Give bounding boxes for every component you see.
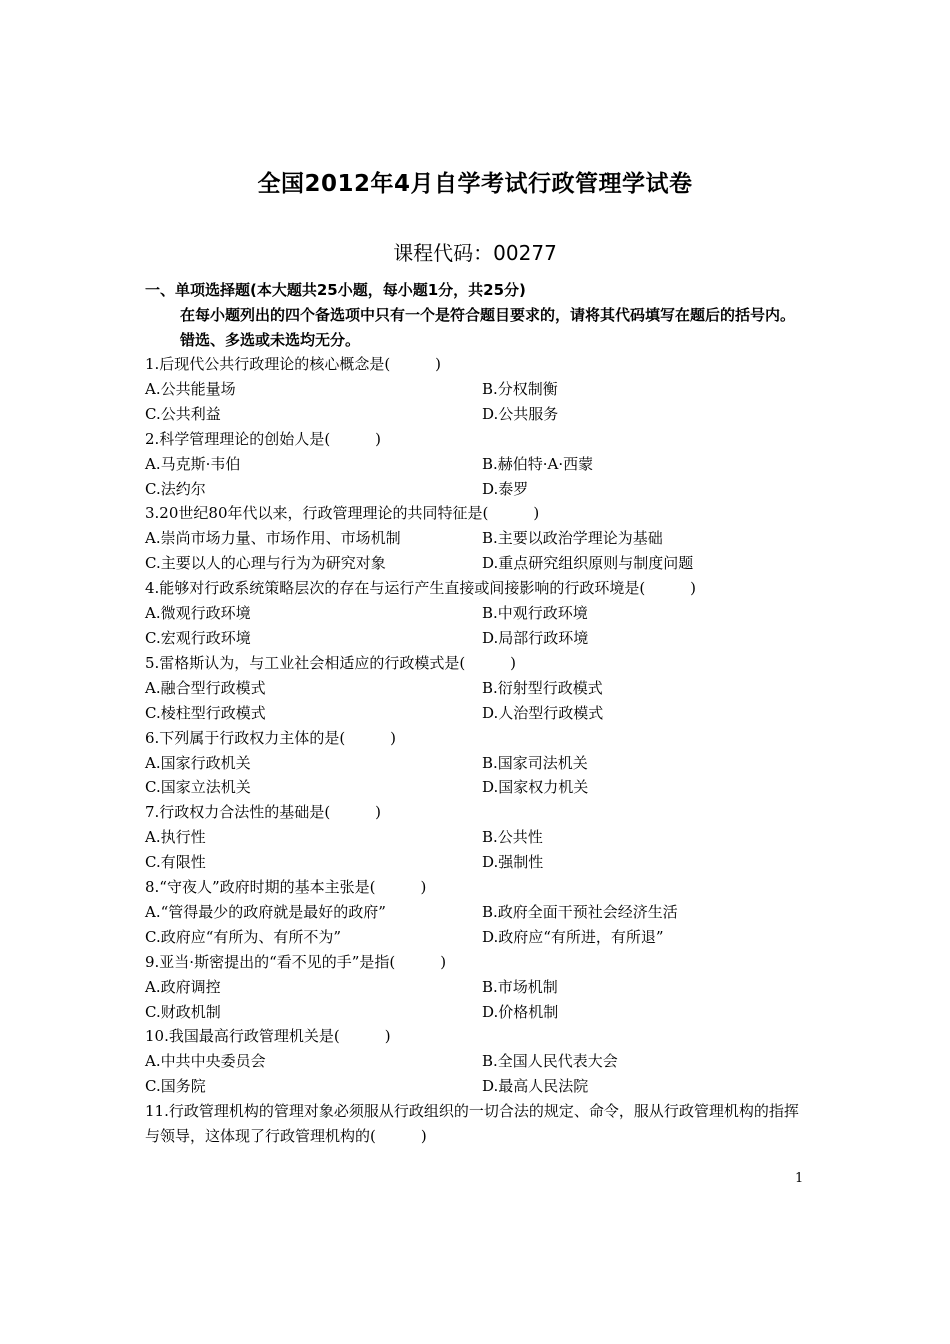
option-d: D.政府应“有所进，有所退”	[482, 927, 664, 946]
option-row	[145, 925, 805, 950]
option-row	[145, 900, 805, 925]
question-stem: 9.亚当·斯密提出的“看不见的手”是指( )	[145, 952, 447, 971]
option-d: D.泰罗	[482, 479, 529, 498]
option-row	[145, 751, 805, 776]
option-a: A.“管得最少的政府就是最好的政府”	[145, 902, 386, 921]
option-row	[145, 601, 805, 626]
option-b: B.分权制衡	[482, 379, 558, 398]
option-d: D.公共服务	[482, 404, 559, 423]
option-c: C.公共利益	[145, 404, 221, 423]
option-d: D.人治型行政模式	[482, 703, 604, 722]
section-heading: 一、单项选择题(本大题共25小题，每小题1分，共25分)	[145, 281, 526, 299]
page-title: 全国2012年4月自学考试行政管理学试卷	[257, 171, 693, 197]
option-row	[145, 551, 805, 576]
option-b: B.全国人民代表大会	[482, 1052, 618, 1071]
question-stem: 2.科学管理理论的创始人是( )	[145, 429, 382, 448]
option-b: B.赫伯特·A·西蒙	[482, 454, 594, 473]
question-stem: 11.行政管理机构的管理对象必须服从行政组织的一切合法的规定、命令，服从行政管理机构的指挥与领导，这体现了行政管理机构的( )	[145, 1102, 799, 1146]
option-b: B.公共性	[482, 828, 543, 847]
option-a: A.中共中央委员会	[145, 1052, 266, 1071]
option-a: A.公共能量场	[145, 379, 236, 398]
option-a: A.崇尚市场力量、市场作用、市场机制	[145, 529, 401, 548]
option-row	[145, 676, 805, 701]
option-b: B.主要以政治学理论为基础	[482, 529, 663, 548]
option-c: C.法约尔	[145, 479, 206, 498]
option-row	[145, 775, 805, 800]
option-row	[145, 626, 805, 651]
option-row	[145, 850, 805, 875]
option-b: B.中观行政环境	[482, 604, 588, 623]
option-c: C.棱柱型行政模式	[145, 703, 266, 722]
option-d: D.最高人民法院	[482, 1077, 589, 1096]
option-row	[145, 526, 805, 551]
page-number: 1	[795, 1171, 804, 1186]
option-c: C.国务院	[145, 1077, 206, 1096]
option-c: C.有限性	[145, 853, 206, 872]
option-a: A.融合型行政模式	[145, 678, 266, 697]
option-d: D.强制性	[482, 853, 544, 872]
option-d: D.局部行政环境	[482, 628, 589, 647]
option-row	[145, 1000, 805, 1025]
option-d: D.国家权力机关	[482, 778, 589, 797]
option-b: B.衍射型行政模式	[482, 678, 603, 697]
option-d: D.重点研究组织原则与制度问题	[482, 554, 694, 573]
option-row	[145, 1049, 805, 1074]
option-c: C.财政机制	[145, 1002, 221, 1021]
question-stem: 6.下列属于行政权力主体的是( )	[145, 728, 397, 747]
course-code: 课程代码：00277	[393, 241, 557, 265]
option-row	[145, 701, 805, 726]
option-c: C.主要以人的心理与行为为研究对象	[145, 554, 386, 573]
option-row	[145, 825, 805, 850]
option-row	[145, 1074, 805, 1099]
option-b: B.国家司法机关	[482, 753, 588, 772]
option-b: B.市场机制	[482, 977, 558, 996]
option-row	[145, 377, 805, 402]
question-stem: 8.“守夜人”政府时期的基本主张是( )	[145, 878, 427, 897]
option-c: C.政府应“有所为、有所不为”	[145, 927, 342, 946]
question-stem: 5.雷格斯认为，与工业社会相适应的行政模式是( )	[145, 653, 517, 672]
option-c: C.国家立法机关	[145, 778, 251, 797]
option-a: A.国家行政机关	[145, 753, 251, 772]
question-stem: 7.行政权力合法性的基础是( )	[145, 803, 382, 822]
option-a: A.执行性	[145, 828, 206, 847]
option-row	[145, 975, 805, 1000]
question-list	[145, 352, 805, 1149]
option-row	[145, 452, 805, 477]
option-a: A.政府调控	[145, 977, 221, 996]
option-a: A.马克斯·韦伯	[145, 454, 241, 473]
section-instructions: 在每小题列出的四个备选项中只有一个是符合题目要求的，请将其代码填写在题后的括号内。错选、多选或未选均无分。	[180, 306, 796, 349]
option-c: C.宏观行政环境	[145, 628, 251, 647]
question-stem: 3.20世纪80年代以来，行政管理理论的共同特征是( )	[145, 504, 540, 523]
question-stem: 10.我国最高行政管理机关是( )	[145, 1027, 391, 1046]
option-row	[145, 477, 805, 502]
option-a: A.微观行政环境	[145, 604, 251, 623]
option-d: D.价格机制	[482, 1002, 559, 1021]
question-stem: 1.后现代公共行政理论的核心概念是( )	[145, 355, 442, 373]
question-stem: 4.能够对行政系统策略层次的存在与运行产生直接或间接影响的行政环境是( )	[145, 579, 697, 598]
option-b: B.政府全面干预社会经济生活	[482, 902, 678, 921]
option-row	[145, 402, 805, 427]
